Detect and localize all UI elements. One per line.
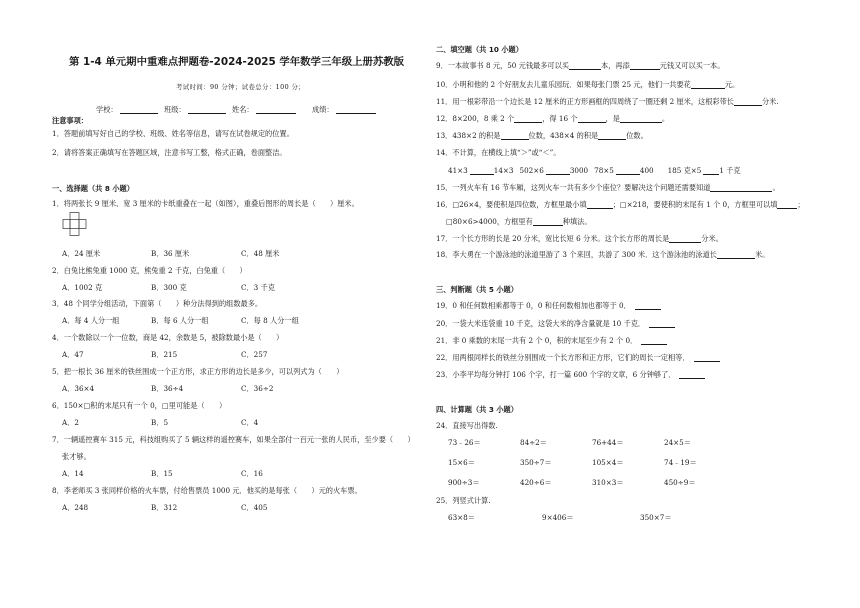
question-text: 位数，438×4 的积是	[528, 131, 599, 140]
question-10	[436, 80, 739, 89]
answer-blank[interactable]	[587, 201, 613, 209]
answer-blank[interactable]	[616, 167, 640, 175]
overlap-cards-figure	[62, 212, 88, 236]
option-a[interactable]: A．47	[62, 350, 84, 359]
answer-blank[interactable]	[734, 98, 762, 106]
vertical-calc-item: 9×406＝	[542, 513, 574, 522]
question-text: 21．非 0 乘数的末尾一共有 2 个 0，积的末尾至少有 2 个 0．	[436, 336, 638, 345]
section4-heading: 四、计算题（共 3 小题）	[436, 405, 518, 414]
question-text: 16．□26×4，要使积是四位数，方框里最小填	[436, 200, 587, 209]
compare-row	[448, 166, 741, 175]
question-text: 17．一个长方形的长是 20 分米，宽比长短 6 分米。这个长方形的周长是	[436, 234, 670, 243]
mental-math-item: 24×5＝	[664, 438, 691, 447]
option-a[interactable]: A．24 厘米	[62, 249, 101, 258]
name-blank[interactable]	[256, 106, 296, 114]
answer-blank[interactable]	[641, 337, 667, 345]
compare-expr: 502×6	[519, 166, 544, 175]
answer-blank[interactable]	[649, 320, 675, 328]
option-b[interactable]: B．312	[151, 503, 178, 512]
class-blank[interactable]	[188, 106, 226, 114]
compare-expr: 78×5	[594, 166, 614, 175]
mental-math-item: 900÷3＝	[448, 478, 480, 487]
compare-expr: 3000	[569, 166, 589, 175]
question-text: 。	[661, 114, 670, 123]
question-24: 24．直接写出得数.	[436, 421, 498, 430]
vertical-calc-item: 350×7＝	[640, 513, 672, 522]
answer-blank[interactable]	[620, 115, 662, 123]
compare-expr: 185 克×5	[667, 166, 702, 175]
mental-math-item: 450÷9＝	[664, 478, 696, 487]
vertical-calc-item: 63×8＝	[448, 513, 475, 522]
question-text: ，是	[605, 114, 620, 123]
question-7: 7．一辆遥控赛车 315 元，科技组购买了 5 辆这样的遥控赛车，如果全部付一百元一张的人民币，至少要（ ）	[52, 435, 415, 444]
question-16-line2	[446, 217, 592, 226]
answer-blank[interactable]	[710, 184, 772, 192]
option-a[interactable]: A．2	[62, 418, 79, 427]
option-b[interactable]: B．每 6 人分一组	[151, 316, 209, 325]
answer-blank[interactable]	[501, 132, 529, 140]
question-16	[436, 200, 805, 209]
exam-info: 考试时间：90 分钟；试卷总分：100 分；	[176, 83, 306, 91]
compare-expr: 14×3	[493, 166, 514, 175]
name-label: 姓名：	[232, 105, 254, 114]
question-17	[436, 234, 723, 243]
question-text: 。	[772, 183, 780, 192]
question-text: 15．一列火车有 16 节车厢，这列火车一共有多少个座位？要解决这个问题还需要知道	[436, 183, 711, 192]
question-1: 1．将两张长 9 厘米、宽 3 厘米的卡纸重叠在一起（如图），重叠后图形的周长是（ ）厘米。	[52, 199, 359, 208]
answer-blank[interactable]	[546, 167, 570, 175]
option-c[interactable]: C．3 千克	[241, 283, 275, 292]
answer-blank[interactable]	[569, 62, 601, 70]
option-b[interactable]: B．300 克	[151, 283, 187, 292]
judge-question	[436, 336, 667, 345]
question-18	[436, 250, 769, 259]
question-3: 3．48 个同学分组活动，下面第（ ）种分法得到的组数最多。	[52, 299, 263, 308]
mental-math-item: 76+44＝	[592, 438, 624, 447]
answer-blank[interactable]	[694, 354, 720, 362]
score-label: 成绩：	[312, 105, 334, 114]
section3-heading: 三、判断题（共 5 小题）	[436, 285, 518, 294]
answer-blank[interactable]	[691, 81, 725, 89]
mental-math-item: 73﹣26＝	[448, 438, 481, 447]
judge-question	[436, 301, 661, 310]
question-text: ，得 16 个	[542, 114, 578, 123]
question-25: 25．列竖式计算.	[436, 496, 491, 505]
question-text: 19．0 和任何数相乘都等于 0，0 和任何数相加也都等于 0．	[436, 301, 631, 310]
judge-question	[436, 353, 720, 362]
notes-item: 2．请将答案正确填写在答题区域，注意书写工整，格式正确，卷面整洁。	[52, 148, 287, 157]
answer-blank[interactable]	[635, 302, 661, 310]
answer-blank[interactable]	[630, 62, 660, 70]
compare-expr: 41×3	[448, 166, 468, 175]
question-text: 本，再添	[600, 61, 630, 70]
question-8: 8．李老师买 3 张同样价格的火车票，付给售票员 1000 元．他买的是每张（ ）元的火车票。	[52, 486, 362, 495]
question-4: 4．一个数除以一个一位数，商是 42，余数是 5，被除数最小是（ ）	[52, 333, 284, 342]
option-a[interactable]: A．14	[62, 469, 84, 478]
option-c[interactable]: C．36÷2	[241, 384, 274, 393]
answer-blank[interactable]	[669, 235, 701, 243]
option-c[interactable]: C．405	[241, 503, 268, 512]
mental-math-item: 84÷2＝	[520, 438, 547, 447]
option-b[interactable]: B．215	[151, 350, 178, 359]
question-5: 5．把一根长 36 厘米的铁丝围成一个正方形，求正方形的边长是多少，可以列式为（ ）	[52, 367, 344, 376]
compare-expr: 1 千克	[719, 166, 741, 175]
judge-question	[436, 319, 675, 328]
question-text: 分米.	[761, 97, 779, 106]
question-text: 位数。	[626, 131, 648, 140]
school-label: 学校：	[96, 105, 118, 114]
question-2: 2．白兔比熊兔重 1000 克，熊兔重 2 千克，白兔重（ ）	[52, 266, 247, 275]
question-text: 23．小李平均每分钟打 106 个字，打一篇 600 个字的文章，6 分钟够了．	[436, 370, 676, 379]
question-text: 12．8×200，8 乘 2 个	[436, 114, 515, 123]
question-text: 9．一本故事书 8 元，50 元钱最多可以买	[436, 61, 569, 70]
option-c[interactable]: C．257	[241, 350, 268, 359]
score-blank[interactable]	[336, 106, 376, 114]
question-14: 14．不计算，在横线上填“＞”或“＜”。	[436, 148, 561, 157]
question-text: 元钱又可以买一本。	[659, 61, 725, 70]
option-b[interactable]: B．36 厘米	[151, 249, 190, 258]
question-9	[436, 61, 724, 70]
question-text: 分米。	[701, 234, 723, 243]
option-a[interactable]: A．36×4	[62, 384, 95, 393]
question-text: 元。	[724, 80, 740, 89]
class-label: 班级：	[164, 105, 186, 114]
option-b[interactable]: B．15	[151, 469, 173, 478]
compare-expr: 400	[639, 166, 654, 175]
mental-math-item: 420÷6＝	[520, 478, 552, 487]
option-b[interactable]: B．5	[151, 418, 169, 427]
question-15	[436, 183, 780, 192]
question-6: 6．150×□积的末尾只有一个 0，□里可能是（ ）	[52, 401, 227, 410]
question-text: 22．用两根同样长的铁丝分别围成一个长方形和正方形，它们的周长一定相等．	[436, 353, 690, 362]
question-text: 20．一袋大米连袋重 10 千克，这袋大米的净含量就是 10 千克．	[436, 319, 646, 328]
answer-blank[interactable]	[717, 251, 755, 259]
exam-title: 第 1-4 单元期中重难点押题卷-2024-2025 学年数学三年级上册苏教版	[69, 56, 405, 68]
question-13	[436, 131, 648, 140]
option-c[interactable]: C．每 8 人分一组	[241, 316, 299, 325]
question-11	[436, 97, 779, 106]
mental-math-item: 350÷7＝	[520, 458, 552, 467]
option-a[interactable]: A．248	[62, 503, 89, 512]
option-c[interactable]: C．16	[241, 469, 263, 478]
option-a[interactable]: A．1002 克	[62, 283, 103, 292]
answer-blank[interactable]	[679, 371, 705, 379]
answer-blank[interactable]	[514, 115, 542, 123]
school-blank[interactable]	[120, 106, 158, 114]
question-text: 10．小明和他的 2 个好朋友去儿童乐园玩．如果每张门票 25 元，他们一共要花	[436, 80, 691, 89]
answer-blank[interactable]	[533, 218, 563, 226]
question-7-continued: 张才够。	[62, 452, 91, 461]
question-text: 11．用一根彩带沿一个边长是 12 厘米的正方形画框的四周绕了一圈还剩 2 厘米，这根彩带长	[436, 97, 734, 106]
question-text: 18．李大勇在一个游泳池的泳道里游了 3 个来回，共游了 300 米．这个游泳池的泳道长	[436, 250, 717, 259]
answer-blank[interactable]	[777, 201, 797, 209]
question-text: 米。	[754, 250, 770, 259]
option-c[interactable]: C．48 厘米	[241, 249, 280, 258]
answer-blank[interactable]	[703, 167, 719, 175]
option-a[interactable]: A．每 4 人分一组	[62, 316, 120, 325]
question-text: ；□×218，要使积的末尾有 1 个 0，方框里可以填	[612, 200, 778, 209]
question-text: 13．438×2 的积是	[436, 131, 501, 140]
section1-heading: 一、选择题（共 8 小题）	[52, 184, 134, 193]
right-column	[436, 0, 836, 608]
answer-blank[interactable]	[598, 132, 626, 140]
mental-math-item: 74﹣19＝	[664, 458, 697, 467]
judge-question	[436, 370, 705, 379]
mental-math-item: 105×4＝	[592, 458, 624, 467]
option-c[interactable]: C．4	[241, 418, 259, 427]
left-column	[52, 0, 422, 608]
question-12	[436, 114, 669, 123]
notes-heading: 注意事项：	[52, 116, 88, 125]
mental-math-item: 310×3＝	[592, 478, 624, 487]
question-text: □80×6>4000，方框里有	[446, 217, 533, 226]
answer-blank[interactable]	[470, 167, 494, 175]
mental-math-item: 15×6＝	[448, 458, 475, 467]
option-b[interactable]: B．36÷4	[151, 384, 184, 393]
notes-item: 1．答题前填写好自己的学校、班级、姓名等信息，请写在试卷规定的位置。	[52, 129, 294, 138]
answer-blank[interactable]	[578, 115, 606, 123]
question-text: 种填法。	[562, 217, 592, 226]
question-text: ；	[797, 200, 805, 209]
section2-heading: 二、填空题（共 10 小题）	[436, 45, 523, 54]
